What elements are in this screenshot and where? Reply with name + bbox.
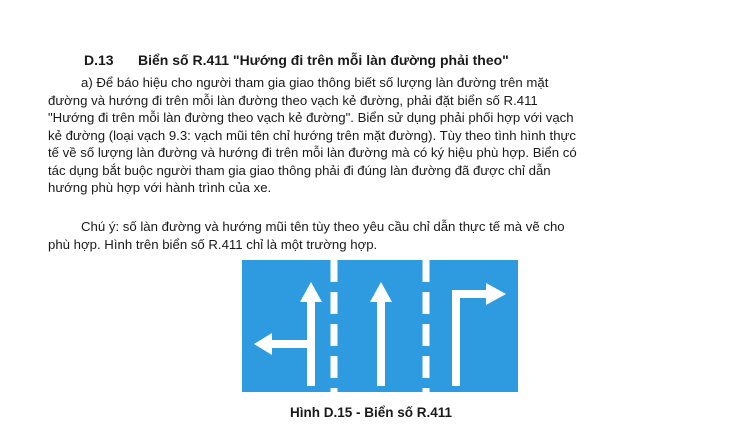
sign-r411 bbox=[242, 260, 518, 392]
straight-and-right-arrow-icon bbox=[452, 283, 506, 386]
paragraph-line: tế về số lượng làn đường và hướng đi trên mỗi làn đường mà có ký hiệu phù hợp. Biển có bbox=[48, 145, 577, 160]
caption-text: Hình D.15 - Biển số R.411 bbox=[289, 405, 453, 420]
straight-and-left-arrow-icon bbox=[254, 282, 322, 386]
paragraph-line: tác dụng bắt buộc người tham gia giao thông phải đi đúng làn đường đã được chỉ dẫn bbox=[48, 162, 551, 178]
paragraph-a bbox=[48, 74, 577, 197]
paragraph-line: đường và hướng đi trên mỗi làn đường theo vạch kẻ đường, phải đặt biển số R.411 bbox=[48, 92, 538, 108]
section-heading bbox=[84, 52, 509, 68]
paragraph-line: hướng phù hợp với hành trình của xe. bbox=[48, 180, 272, 195]
straight-arrow-icon bbox=[370, 282, 392, 386]
note-line: Chú ý: số làn đường và hướng mũi tên tùy theo yêu cầu chỉ dẫn thực tế mà vẽ cho bbox=[81, 219, 565, 234]
paragraph-line: kẻ đường (loại vạch 9.3: vạch mũi tên chỉ hướng trên mặt đường). Tùy theo tình hình thực bbox=[48, 127, 576, 143]
figure-caption bbox=[0, 405, 750, 420]
section-title: Biển số R.411 "Hướng đi trên mỗi làn đường phải theo" bbox=[138, 52, 509, 68]
note-paragraph bbox=[48, 218, 565, 253]
paragraph-line: a) Để báo hiệu cho người tham gia giao thông biết số lượng làn đường trên mặt bbox=[81, 75, 549, 90]
sign-graphic bbox=[242, 260, 518, 392]
section-code: D.13 bbox=[84, 52, 114, 68]
paragraph-line: "Hướng đi trên mỗi làn đường theo vạch kẻ đường". Biển sử dụng phải phối hợp với vạch bbox=[48, 110, 574, 125]
note-line: phù hợp. Hình trên biển số R.411 chỉ là một trường hợp. bbox=[48, 236, 378, 252]
